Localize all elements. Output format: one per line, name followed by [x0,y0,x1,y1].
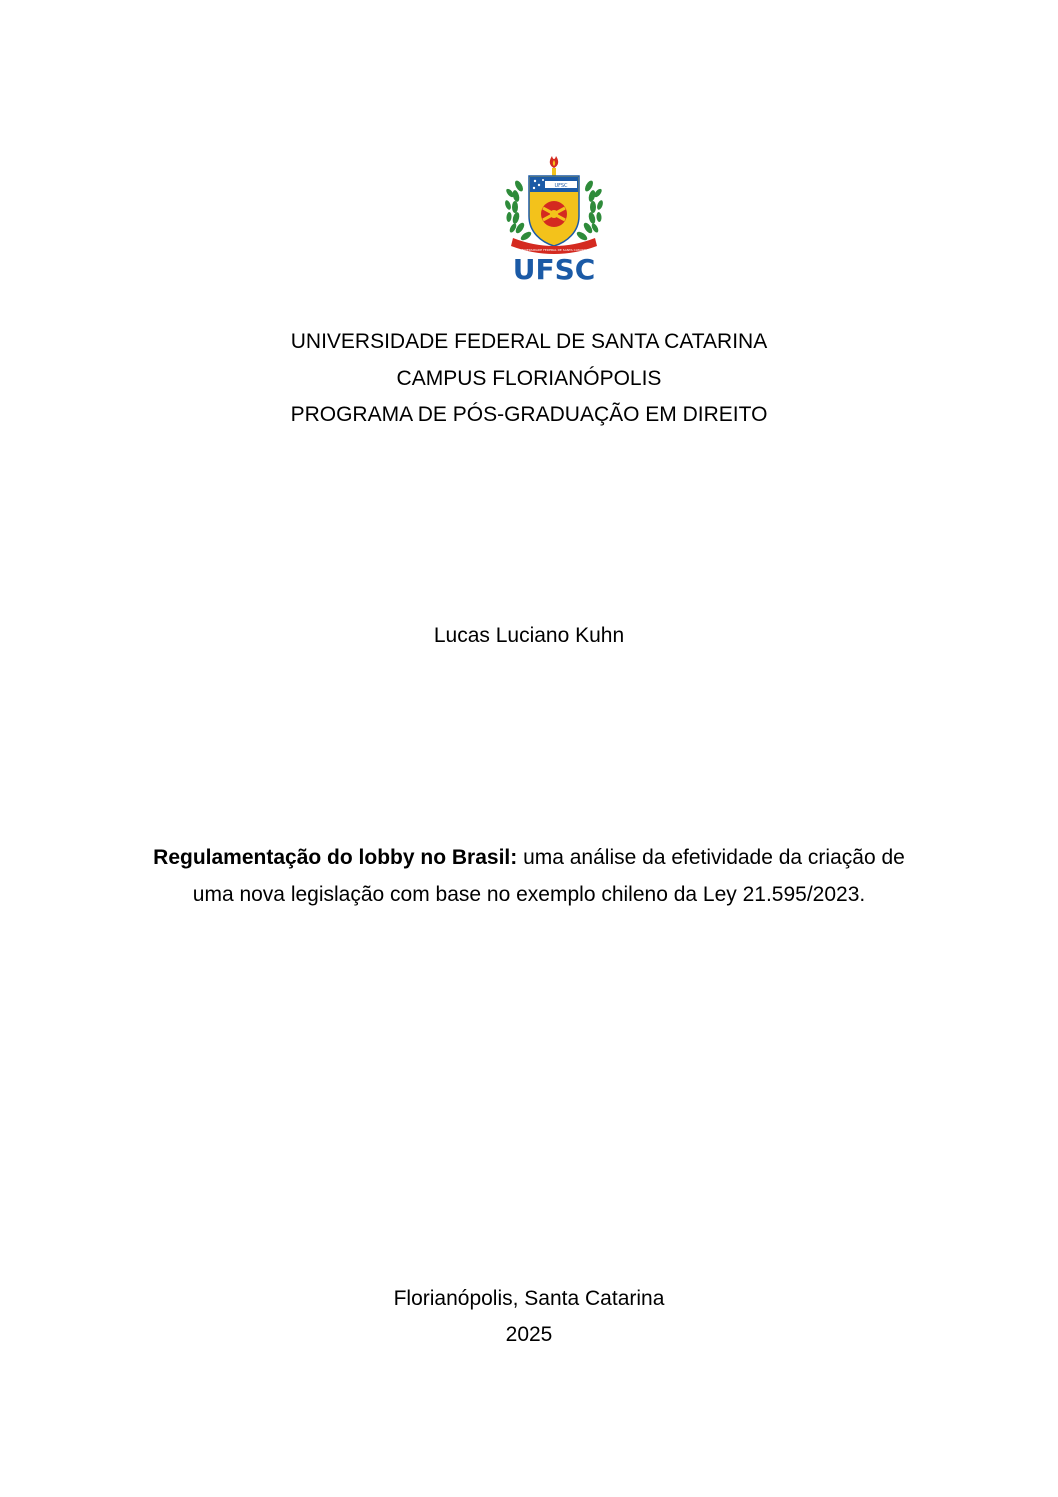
ufsc-logo [499,150,609,282]
logo-band-text: UFSC [554,183,568,189]
work-title-line-2: uma nova legislação com base no exemplo chileno da Ley 21.595/2023. [192,883,866,906]
program-name: PROGRAMA DE PÓS-GRADUAÇÃO EM DIREITO [290,403,768,426]
logo-ribbon-text: UNIVERSIDADE FEDERAL DE SANTA CATARINA [519,248,589,252]
location: Florianópolis, Santa Catarina [393,1287,665,1310]
university-name: UNIVERSIDADE FEDERAL DE SANTA CATARINA [290,330,768,353]
work-title-subtitle: uma análise da efetividade da criação de [517,846,905,869]
work-title-line-1 [0,845,1058,871]
author-name: Lucas Luciano Kuhn [433,624,625,647]
campus-name: CAMPUS FLORIANÓPOLIS [396,367,662,390]
work-title-bold: Regulamentação do lobby no Brasil: [153,846,518,869]
logo-wordmark: UFSC [512,253,596,282]
year: 2025 [505,1323,553,1346]
